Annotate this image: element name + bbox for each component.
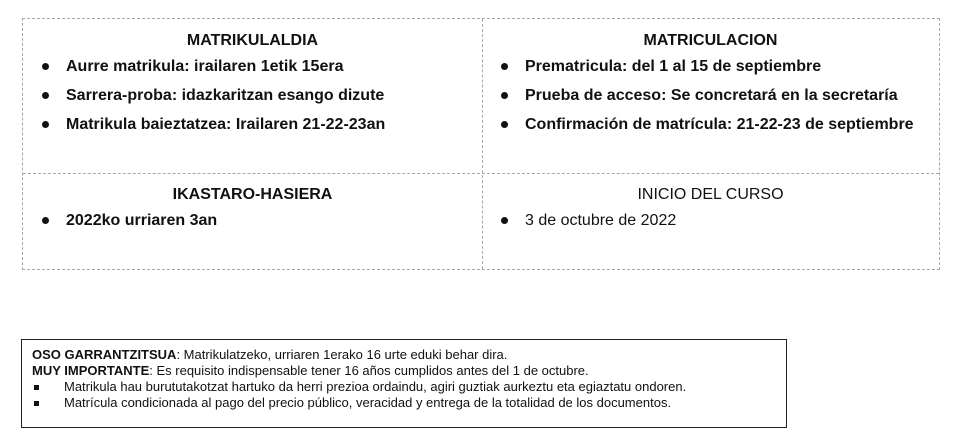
cell-ikastaro-hasiera (23, 173, 482, 269)
cell-matrikulaldia (23, 19, 482, 173)
bullet-icon (42, 92, 49, 99)
bullet-list (482, 55, 939, 136)
note-label: OSO GARRANTZITSUA (32, 347, 177, 362)
schedule-table (22, 18, 940, 270)
note-text: : Matrikulatzeko, urriaren 1erako 16 urte eduki behar dira. (176, 347, 508, 362)
list-item (23, 113, 482, 136)
cell-title: MATRICULACION (643, 32, 778, 49)
list-item-text: Prueba de acceso: Se concretará en la secretaría (525, 87, 898, 104)
list-item-text: Aurre matrikula: irailaren 1etik 15era (66, 58, 344, 75)
list-item-text: Matrikula baieztatzea: Irailaren 21-22-23an (66, 116, 386, 133)
note-bullet-text: Matrikula hau burututakotzat hartuko da herri prezioa ordaindu, agiri guztiak aurkeztu eta egiaztatu ondoren. (64, 379, 687, 394)
cell-title: MATRIKULALDIA (186, 32, 319, 49)
important-note-box (21, 339, 787, 428)
list-item (482, 55, 939, 78)
bullet-icon (501, 92, 508, 99)
note-bullet-text: Matrícula condicionada al pago del precio público, veracidad y entrega de la totalidad de los documentos. (64, 395, 672, 410)
bullet-icon (501, 63, 508, 70)
note-text: : Es requisito indispensable tener 16 años cumplidos antes del 1 de octubre. (149, 363, 589, 378)
list-item (482, 209, 939, 232)
list-item-text: 3 de octubre de 2022 (525, 212, 677, 229)
list-item (23, 55, 482, 78)
note-line-spanish (32, 363, 778, 379)
note-bullet (32, 395, 778, 411)
list-item-text: Prematricula: del 1 al 15 de septiembre (525, 58, 822, 75)
bullet-list (23, 55, 482, 136)
bullet-icon (42, 217, 49, 224)
list-item (482, 84, 939, 107)
bullet-icon (501, 121, 508, 128)
cell-title: INICIO DEL CURSO (637, 186, 784, 203)
cell-title: IKASTARO-HASIERA (172, 186, 333, 203)
note-line-basque (32, 347, 778, 363)
bullet-icon (42, 63, 49, 70)
list-item (482, 113, 939, 136)
list-item-text: 2022ko urriaren 3an (66, 212, 218, 229)
cell-inicio-del-curso (482, 173, 939, 269)
square-bullet-icon (34, 401, 39, 406)
note-label: MUY IMPORTANTE (32, 363, 150, 378)
bullet-list (23, 209, 482, 232)
square-bullet-icon (34, 385, 39, 390)
bullet-icon (42, 121, 49, 128)
list-item-text: Confirmación de matrícula: 21-22-23 de septiembre (525, 116, 914, 133)
list-item-text: Sarrera-proba: idazkaritzan esango dizute (66, 87, 385, 104)
bullet-list (482, 209, 939, 232)
note-bullet (32, 379, 778, 395)
list-item (23, 84, 482, 107)
cell-matriculacion (482, 19, 939, 173)
bullet-icon (501, 217, 508, 224)
list-item (23, 209, 482, 232)
